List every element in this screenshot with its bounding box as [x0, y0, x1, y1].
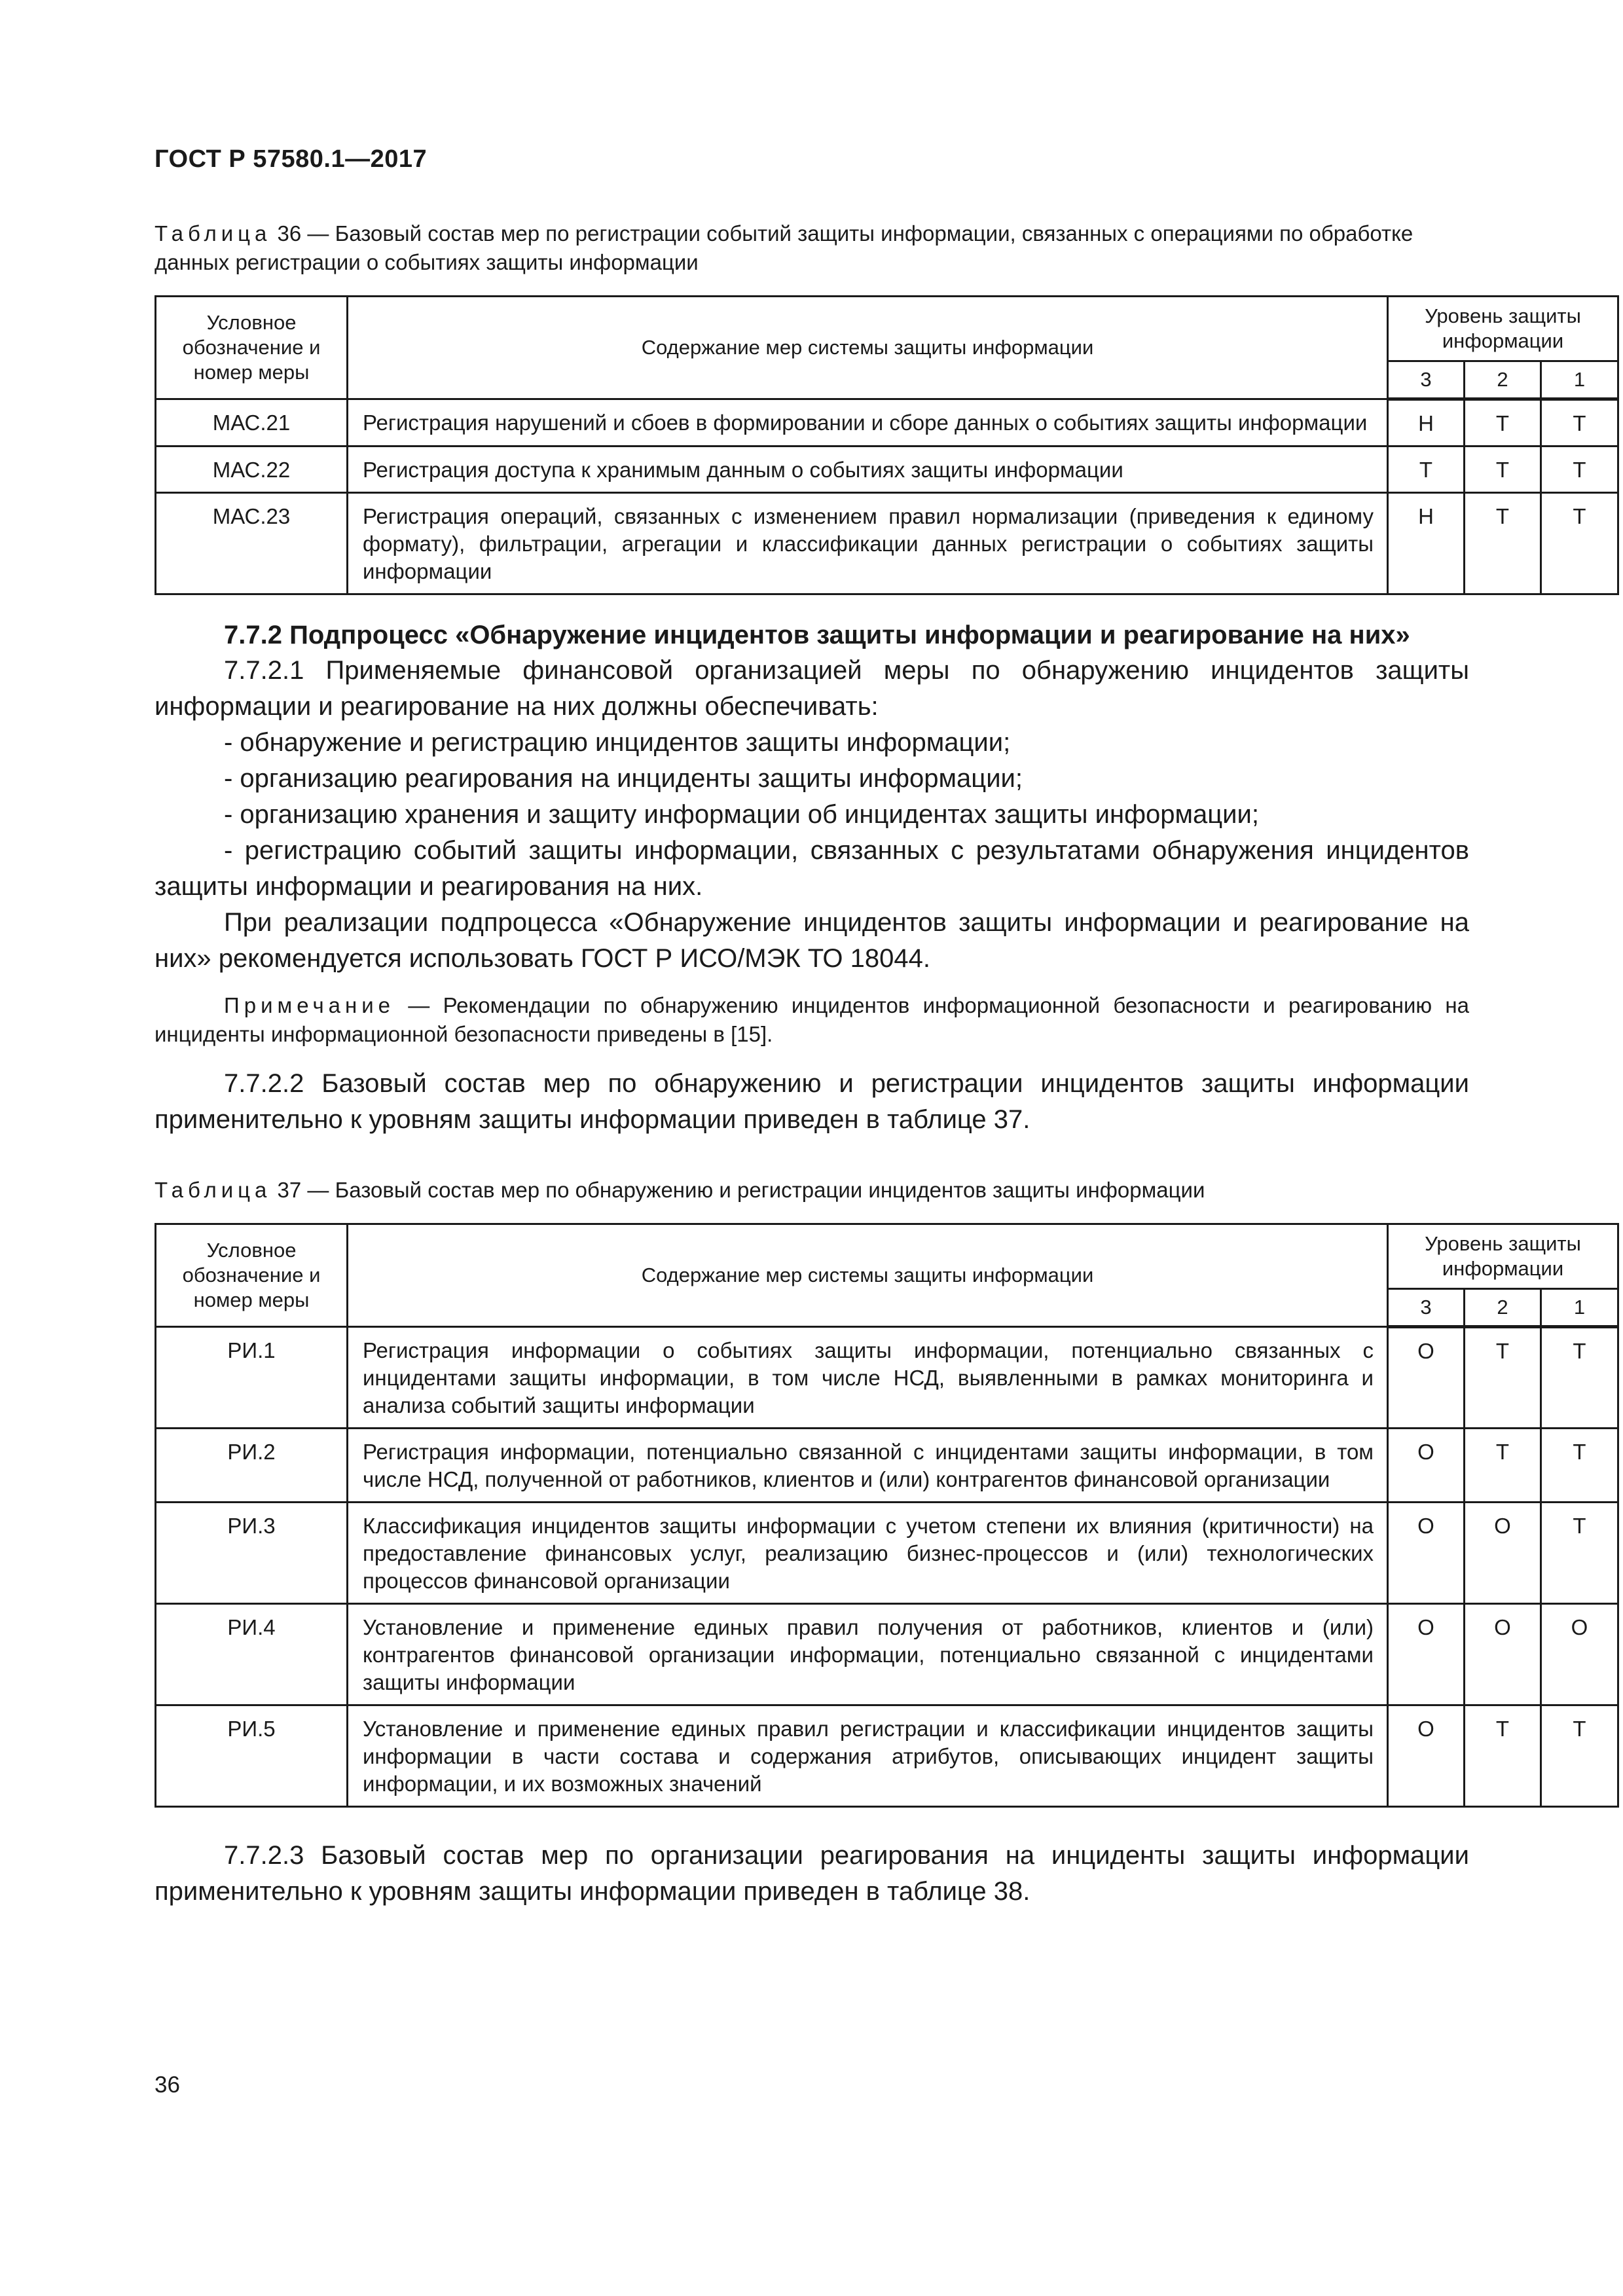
list-item: - обнаружение и регистрацию инцидентов защиты информации;: [224, 728, 1011, 757]
level-3-value: Н: [1388, 493, 1465, 594]
paragraph-7-7-2-2: 7.7.2.2 Базовый состав мер по обнаружению и регистрации инцидентов защиты информации применительно к уровням защиты информации приведен в таблице 37.: [155, 1069, 1469, 1134]
measure-content: Регистрация нарушений и сбоев в формировании и сборе данных о событиях защиты информации: [348, 399, 1388, 446]
paragraph-7-7-2-1: 7.7.2.1 Применяемые финансовой организацией меры по обнаружению инцидентов защиты информации и реагирование на них должны обеспечивать:: [155, 656, 1469, 721]
table-row: [156, 399, 1618, 446]
measure-code: РИ.4: [156, 1604, 348, 1705]
table-row: [156, 1503, 1618, 1604]
note-text: — Рекомендации по обнаружению инцидентов информационной безопасности и реагированию на инциденты информационной безопасности приведены в [15].: [155, 993, 1469, 1046]
level-2-value: Т: [1465, 1327, 1541, 1429]
level-3-value: О: [1388, 1705, 1465, 1807]
measure-code: МАС.22: [156, 446, 348, 493]
level-1-value: Т: [1541, 446, 1618, 493]
measure-content: Установление и применение единых правил регистрации и классификации инцидентов защиты информации в части состава и содержания атрибутов, описывающих инцидент защиты информации, и их возможных значений: [348, 1705, 1388, 1807]
list-item: - организацию хранения и защиту информации об инцидентах защиты информации;: [224, 800, 1259, 829]
level-1-value: Т: [1541, 1705, 1618, 1807]
measure-content: Регистрация операций, связанных с изменением правил нормализации (приведения к единому формату), фильтрации, агрегации и классификации данных регистрации о событиях защиты информации: [348, 493, 1388, 594]
table-36-level-1: 1: [1541, 361, 1618, 399]
table-36-header-content: Содержание мер системы защиты информации: [348, 297, 1388, 399]
list-item: - организацию реагирования на инциденты защиты информации;: [224, 764, 1023, 793]
level-1-value: Т: [1541, 399, 1618, 446]
level-3-value: О: [1388, 1327, 1465, 1429]
measure-code: РИ.2: [156, 1429, 348, 1503]
level-2-value: Т: [1465, 493, 1541, 594]
measure-code: МАС.23: [156, 493, 348, 594]
table-row: [156, 493, 1618, 594]
table-row: [156, 446, 1618, 493]
measure-content: Регистрация информации, потенциально связанной с инцидентами защиты информации, в том числе НСД, полученной от работников, клиентов и (или) контрагентов финансовой организации: [348, 1429, 1388, 1503]
page-number: 36: [155, 2072, 180, 2098]
measure-content: Регистрация информации о событиях защиты информации, потенциально связанных с инцидентами защиты информации, в том числе НСД, выявленными в рамках мониторинга и анализа событий защиты информации: [348, 1327, 1388, 1429]
table-37-caption-label: Таблица: [155, 1178, 272, 1202]
table-36: [155, 295, 1619, 595]
table-36-level-2: 2: [1465, 361, 1541, 399]
note: [155, 991, 1469, 1049]
list-item: - регистрацию событий защиты информации, связанных с результатами обнаружения инцидентов защиты информации и реагирования на них.: [155, 836, 1469, 901]
measure-code: РИ.1: [156, 1327, 348, 1429]
table-36-header-level: Уровень защиты информации: [1388, 297, 1618, 361]
level-3-value: О: [1388, 1503, 1465, 1604]
level-1-value: Т: [1541, 1429, 1618, 1503]
level-2-value: Т: [1465, 399, 1541, 446]
level-2-value: Т: [1465, 1705, 1541, 1807]
measure-content: Регистрация доступа к хранимым данным о событиях защиты информации: [348, 446, 1388, 493]
table-row: [156, 1327, 1618, 1429]
paragraph-7-7-2-3: 7.7.2.3 Базовый состав мер по организации реагирования на инциденты защиты информации применительно к уровням защиты информации приведен в таблице 38.: [155, 1841, 1469, 1906]
level-1-value: О: [1541, 1604, 1618, 1705]
level-2-value: Т: [1465, 446, 1541, 493]
table-36-level-3: 3: [1388, 361, 1465, 399]
table-37-header-content: Содержание мер системы защиты информации: [348, 1224, 1388, 1327]
measure-content: Установление и применение единых правил получения от работников, клиентов и (или) контрагентов финансовой организации информации, потенциально связанной с инцидентами защиты информации: [348, 1604, 1388, 1705]
level-3-value: Н: [1388, 399, 1465, 446]
level-3-value: Т: [1388, 446, 1465, 493]
table-37-level-1: 1: [1541, 1289, 1618, 1327]
table-37: [155, 1223, 1619, 1808]
level-3-value: О: [1388, 1429, 1465, 1503]
level-2-value: О: [1465, 1604, 1541, 1705]
table-36-caption-text: 36 — Базовый состав мер по регистрации событий защиты информации, связанных с операциями по обработке данных регистрации о событиях защиты информации: [155, 221, 1413, 274]
table-row: [156, 1604, 1618, 1705]
section-heading: 7.7.2 Подпроцесс «Обнаружение инцидентов защиты информации и реагирование на них»: [224, 621, 1410, 649]
document-page: [155, 145, 1588, 1910]
measure-code: МАС.21: [156, 399, 348, 446]
level-1-value: Т: [1541, 493, 1618, 594]
level-2-value: Т: [1465, 1429, 1541, 1503]
level-1-value: Т: [1541, 1503, 1618, 1604]
paragraph-recommendation: При реализации подпроцесса «Обнаружение инцидентов защиты информации и реагирование на них» рекомендуется использовать ГОСТ Р ИСО/МЭК ТО 18044.: [155, 908, 1469, 973]
measure-content: Классификация инцидентов защиты информации с учетом степени их влияния (критичности) на предоставление финансовых услуг, реализацию бизнес-процессов и (или) технологических процессов финансовой организации: [348, 1503, 1388, 1604]
table-37-level-3: 3: [1388, 1289, 1465, 1327]
measure-code: РИ.3: [156, 1503, 348, 1604]
measure-code: РИ.5: [156, 1705, 348, 1807]
table-row: [156, 1705, 1618, 1807]
level-1-value: Т: [1541, 1327, 1618, 1429]
table-37-header-code: Условное обозначение и номер меры: [156, 1224, 348, 1327]
table-36-caption: [155, 219, 1469, 277]
table-37-caption-text: 37 — Базовый состав мер по обнаружению и регистрации инцидентов защиты информации: [271, 1178, 1205, 1202]
table-37-caption: [155, 1176, 1469, 1205]
level-2-value: О: [1465, 1503, 1541, 1604]
table-37-level-2: 2: [1465, 1289, 1541, 1327]
table-37-header-level: Уровень защиты информации: [1388, 1224, 1618, 1289]
table-row: [156, 1429, 1618, 1503]
table-36-header-code: Условное обозначение и номер меры: [156, 297, 348, 399]
level-3-value: О: [1388, 1604, 1465, 1705]
note-label: Примечание: [224, 993, 395, 1017]
table-36-caption-label: Таблица: [155, 221, 272, 246]
document-standard-title: ГОСТ Р 57580.1—2017: [155, 145, 428, 173]
